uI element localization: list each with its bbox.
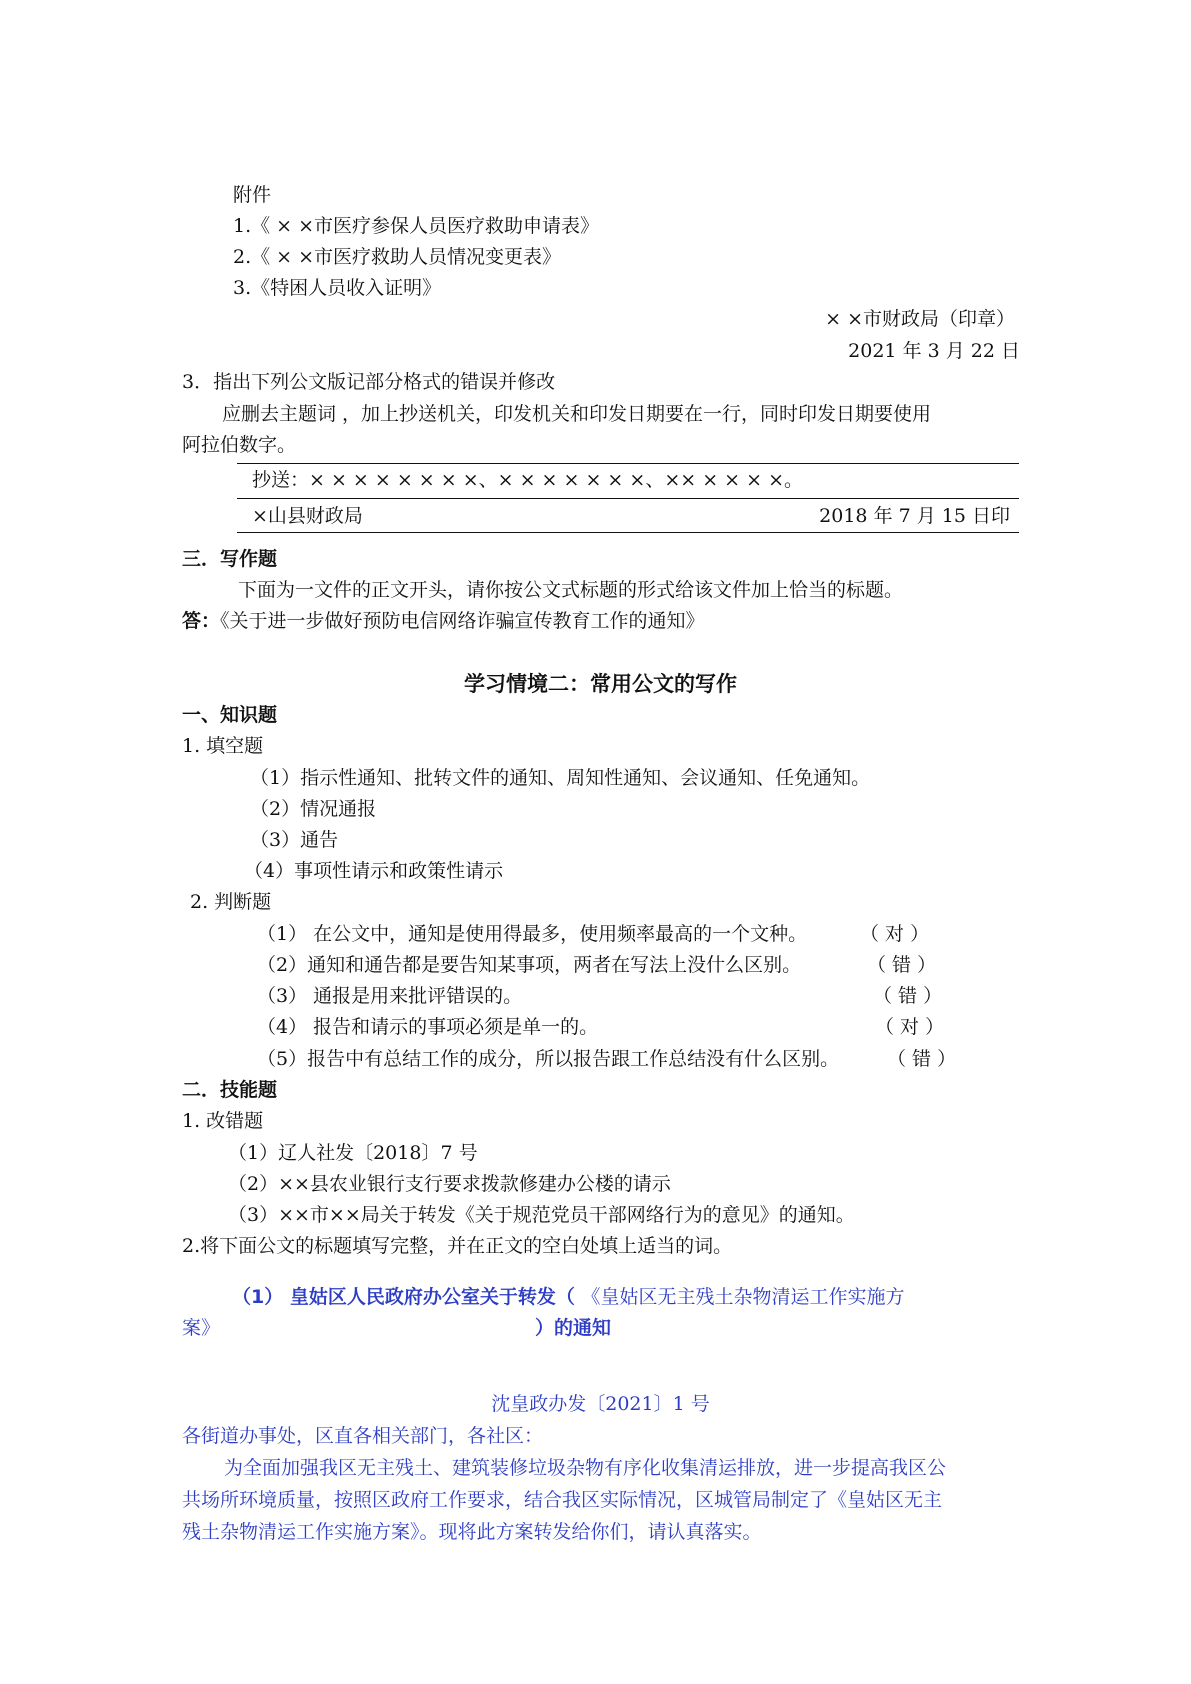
judge-item-4: （4） 报告和请示的事项必须是单一的。 <box>257 1016 599 1038</box>
answer-prefix: 答： <box>182 610 221 632</box>
doc-title-line-2-part-b: ）的通知 <box>535 1317 612 1339</box>
judge-answer-5: （ 错 ） <box>887 1048 957 1070</box>
judge-answer-3: （ 错 ） <box>873 985 943 1007</box>
cc-line: 抄送：× × × × × × × ×、× × × × × × ×、×× × × × ×。 <box>252 469 803 491</box>
issuing-bottom-rule <box>237 532 1019 533</box>
doc-body-line-3: 残土杂物清运工作实施方案》。现将此方案转发给你们，请认真落实。 <box>182 1521 762 1543</box>
judge-answer-2: （ 错 ） <box>867 954 937 976</box>
judge-answer-4: （ 对 ） <box>875 1016 945 1038</box>
correct-heading: 1. 改错题 <box>182 1110 264 1132</box>
doc-body-line-1: 为全面加强我区无主残土、建筑装修垃圾杂物有序化收集清运排放，进一步提高我区公 <box>224 1457 947 1479</box>
attachment-item-1: 1.《 × ×市医疗参保人员医疗救助申请表》 <box>233 215 600 237</box>
judge-answer-1: （ 对 ） <box>860 923 930 945</box>
fill-heading: 1. 填空题 <box>182 735 264 757</box>
doc-recipients: 各街道办事处，区直各相关部门，各社区： <box>182 1425 544 1447</box>
doc-number: 沈皇政办发〔2021〕1 号 <box>491 1393 710 1415</box>
fill-item-3: （3）通告 <box>250 829 339 851</box>
judge-item-5: （5）报告中有总结工作的成分，所以报告跟工作总结没有什么区别。 <box>257 1048 840 1070</box>
judge-item-3: （3） 通报是用来批评错误的。 <box>257 985 523 1007</box>
correct-item-3: （3）××市××局关于转发《关于规范党员干部网络行为的意见》的通知。 <box>228 1204 855 1226</box>
skills-heading: 二．技能题 <box>182 1079 278 1101</box>
writing-answer <box>182 609 705 633</box>
doc-title-line-1: （1） 皇姑区人民政府办公室关于转发（ 《皇姑区无主残土杂物清运工作实施方 <box>232 1286 905 1308</box>
judge-item-2: （2）通知和通告都是要告知某事项，两者在写法上没什么区别。 <box>257 954 802 976</box>
question-3-answer-line-1: 应删去主题词 ，加上抄送机关，印发机关和印发日期要在一行，同时印发日期要使用 <box>222 403 932 425</box>
issuing-org: ×山县财政局 <box>252 505 363 527</box>
cc-top-rule <box>237 463 1019 464</box>
question-3-answer-line-2: 阿拉伯数字。 <box>182 434 297 456</box>
attachment-item-3: 3.《特困人员收入证明》 <box>233 277 442 299</box>
judge-item-1: （1） 在公文中，通知是使用得最多，使用频率最高的一个文种。 <box>257 923 808 945</box>
attachment-heading: 附件 <box>233 184 272 206</box>
attachment-item-2: 2.《 × ×市医疗救助人员情况变更表》 <box>233 246 562 268</box>
fill-item-4: （4）事项性请示和政策性请示 <box>244 860 504 882</box>
answer-text: 《关于进一步做好预防电信网络诈骗宣传教育工作的通知》 <box>220 610 705 632</box>
judge-heading: 2. 判断题 <box>190 891 272 913</box>
fill-item-2: （2）情况通报 <box>250 798 377 820</box>
doc-body-line-2: 共场所环境质量，按照区政府工作要求，结合我区实际情况，区城管局制定了《皇姑区无主 <box>182 1489 943 1511</box>
issuer-seal: × ×市财政局（印章） <box>825 308 1015 330</box>
writing-heading: 三．写作题 <box>182 548 278 570</box>
fill-item-1: （1）指示性通知、批转文件的通知、周知性通知、会议通知、任免通知。 <box>250 767 871 789</box>
writing-prompt: 下面为一文件的正文开头，请你按公文式标题的形式给该文件加上恰当的标题。 <box>238 579 904 601</box>
correct-item-2: （2）××县农业银行支行要求拨款修建办公楼的请示 <box>228 1173 671 1195</box>
fill-title-heading: 2.将下面公文的标题填写完整，并在正文的空白处填上适当的词。 <box>182 1235 733 1257</box>
cc-middle-rule <box>237 498 1019 499</box>
question-3-title: 3．指出下列公文版记部分格式的错误并修改 <box>182 371 556 393</box>
issue-date: 2021 年 3 月 22 日 <box>848 340 1020 362</box>
knowledge-heading: 一、知识题 <box>182 704 278 726</box>
correct-item-1: （1）辽人社发〔2018〕7 号 <box>228 1142 478 1164</box>
doc-title-line-2-part-a: 案》 <box>182 1317 221 1339</box>
section-title: 学习情境二：常用公文的写作 <box>464 672 737 696</box>
issuing-date: 2018 年 7 月 15 日印 <box>819 505 1010 527</box>
